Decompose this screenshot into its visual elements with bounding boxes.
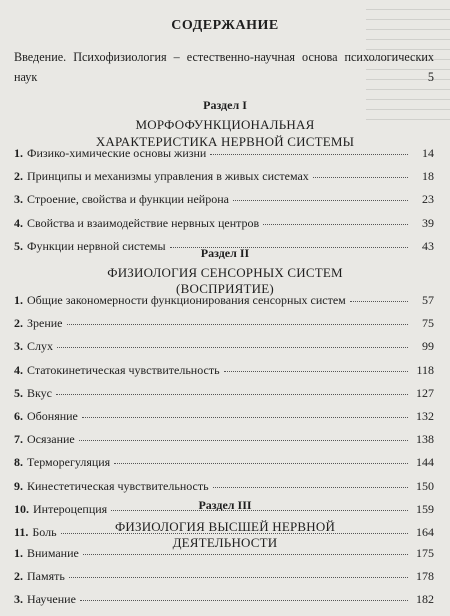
entry-number: 2. [14, 316, 23, 331]
entry-title: Терморегуляция [27, 455, 111, 470]
entry-title: Боль [32, 524, 57, 539]
entry-title: Память [27, 569, 65, 584]
entry-page-number: 175 [416, 546, 434, 560]
section-1-header [0, 98, 450, 149]
entry-page-number: 150 [416, 478, 434, 493]
entry-page-number: 182 [416, 592, 434, 607]
entry-title: Статокинетическая чувствительность [27, 362, 220, 377]
section-2-title-line1: ФИЗИОЛОГИЯ СЕНСОРНЫХ СИСТЕМ [107, 265, 343, 280]
entry-title: Обоняние [27, 408, 78, 423]
leader-dots [83, 546, 408, 555]
toc-entry [14, 216, 434, 239]
leader-dots [79, 432, 408, 441]
leader-dots [224, 363, 408, 372]
entry-number: 4. [14, 362, 23, 377]
entry-page-number: 159 [416, 501, 434, 516]
entry-title: Зрение [27, 316, 63, 331]
entry-page-number: 127 [416, 385, 434, 400]
entry-title: Осязание [27, 432, 75, 447]
entry-number: 2. [14, 569, 23, 584]
entry-number: 3. [14, 192, 23, 207]
entry-title: Кинестетическая чувствительность [27, 478, 209, 493]
leader-dots [57, 339, 408, 348]
toc-entry [14, 316, 434, 339]
entry-number: 10. [14, 501, 29, 516]
section-1-title-line2: ХАРАКТЕРИСТИКА НЕРВНОЙ СИСТЕМЫ [95, 134, 355, 149]
section-3-toc [14, 546, 434, 616]
entry-number: 5. [14, 238, 23, 253]
leader-dots [80, 592, 408, 601]
entry-title: Слух [27, 339, 53, 354]
entry-page-number: 132 [416, 408, 434, 423]
entry-page-number: 144 [416, 455, 434, 470]
leader-dots [82, 409, 408, 418]
section-1-number: Раздел I [203, 98, 247, 112]
entry-number: 1. [14, 293, 23, 307]
toc-entry [14, 146, 434, 169]
section-2-title-line2: (ВОСПРИЯТИЕ) [176, 281, 274, 296]
entry-number: 5. [14, 385, 23, 400]
section-3-title-line2: ДЕЯТЕЛЬНОСТИ [172, 535, 278, 550]
toc-entry [14, 455, 434, 478]
leader-dots [114, 455, 408, 464]
entry-title: Интероцепция [33, 501, 108, 516]
toc-entry [14, 386, 434, 409]
toc-entry [14, 569, 434, 592]
entry-number: 3. [14, 339, 23, 354]
entry-number: 2. [14, 169, 23, 184]
toc-entry [14, 409, 434, 432]
intro-page-number: 5 [427, 70, 434, 84]
section-3-number: Раздел III [198, 498, 252, 512]
entry-number: 3. [14, 592, 23, 607]
entry-page-number: 164 [416, 524, 434, 539]
leader-dots [263, 216, 408, 225]
leader-dots [213, 479, 408, 488]
section-3-header [0, 498, 450, 550]
entry-number: 7. [14, 432, 23, 447]
leader-dots [56, 386, 408, 395]
leader-dots [67, 316, 408, 325]
section-1-toc [14, 146, 434, 262]
toc-entry [14, 293, 434, 316]
section-1-title-line1: МОРФОФУНКЦИОНАЛЬНАЯ [135, 117, 315, 132]
entry-page-number: 18 [422, 169, 434, 184]
entry-number: 11. [14, 524, 29, 539]
section-2-number: Раздел II [200, 246, 250, 260]
section-3-title-line1: ФИЗИОЛОГИЯ ВЫСШЕЙ НЕРВНОЙ [114, 519, 336, 534]
entry-page-number: 99 [422, 339, 434, 354]
entry-title: Физико-химические основы жизни [27, 146, 207, 160]
entry-number: 4. [14, 215, 23, 230]
entry-number: 1. [14, 146, 23, 160]
entry-number: 9. [14, 478, 23, 493]
entry-title: Внимание [27, 546, 79, 560]
section-2-header [0, 246, 450, 296]
leader-dots [210, 146, 408, 155]
page-title: СОДЕРЖАНИЕ [171, 18, 279, 33]
entry-page-number: 57 [422, 293, 434, 307]
entry-page-number: 118 [416, 362, 434, 377]
entry-page-number: 75 [422, 316, 434, 331]
toc-entry [14, 546, 434, 569]
entry-number: 6. [14, 408, 23, 423]
entry-title: Свойства и взаимодействие нервных центров [27, 215, 260, 230]
entry-page-number: 138 [416, 432, 434, 447]
entry-title: Общие закономерности функционирования сенсорных систем [27, 293, 346, 307]
entry-page-number: 178 [416, 569, 434, 584]
toc-entry [14, 592, 434, 615]
leader-dots [313, 169, 408, 178]
entry-page-number: 39 [422, 215, 434, 230]
entry-title: Функции нервной системы [27, 238, 166, 253]
leader-dots [350, 293, 408, 302]
toc-entry [14, 339, 434, 362]
entry-page-number: 14 [422, 146, 434, 160]
entry-number: 1. [14, 546, 23, 560]
toc-entry [14, 432, 434, 455]
intro-title-line2: наук [14, 70, 38, 84]
leader-dots [69, 569, 408, 578]
entry-title: Научение [27, 592, 76, 607]
entry-number: 8. [14, 455, 23, 470]
toc-entry [14, 363, 434, 386]
entry-page-number: 43 [422, 238, 434, 253]
leader-dots [233, 192, 408, 201]
entry-page-number: 23 [422, 192, 434, 207]
intro-title-line1: Введение. Психофизиология – естественно-научная основа психологических [14, 50, 434, 64]
entry-title: Вкус [27, 385, 52, 400]
intro-entry [14, 50, 434, 85]
toc-entry [14, 169, 434, 192]
entry-title: Принципы и механизмы управления в живых системах [27, 169, 309, 184]
toc-entry [14, 192, 434, 215]
intro-title-line2-row [14, 70, 434, 85]
entry-title: Строение, свойства и функции нейрона [27, 192, 229, 207]
